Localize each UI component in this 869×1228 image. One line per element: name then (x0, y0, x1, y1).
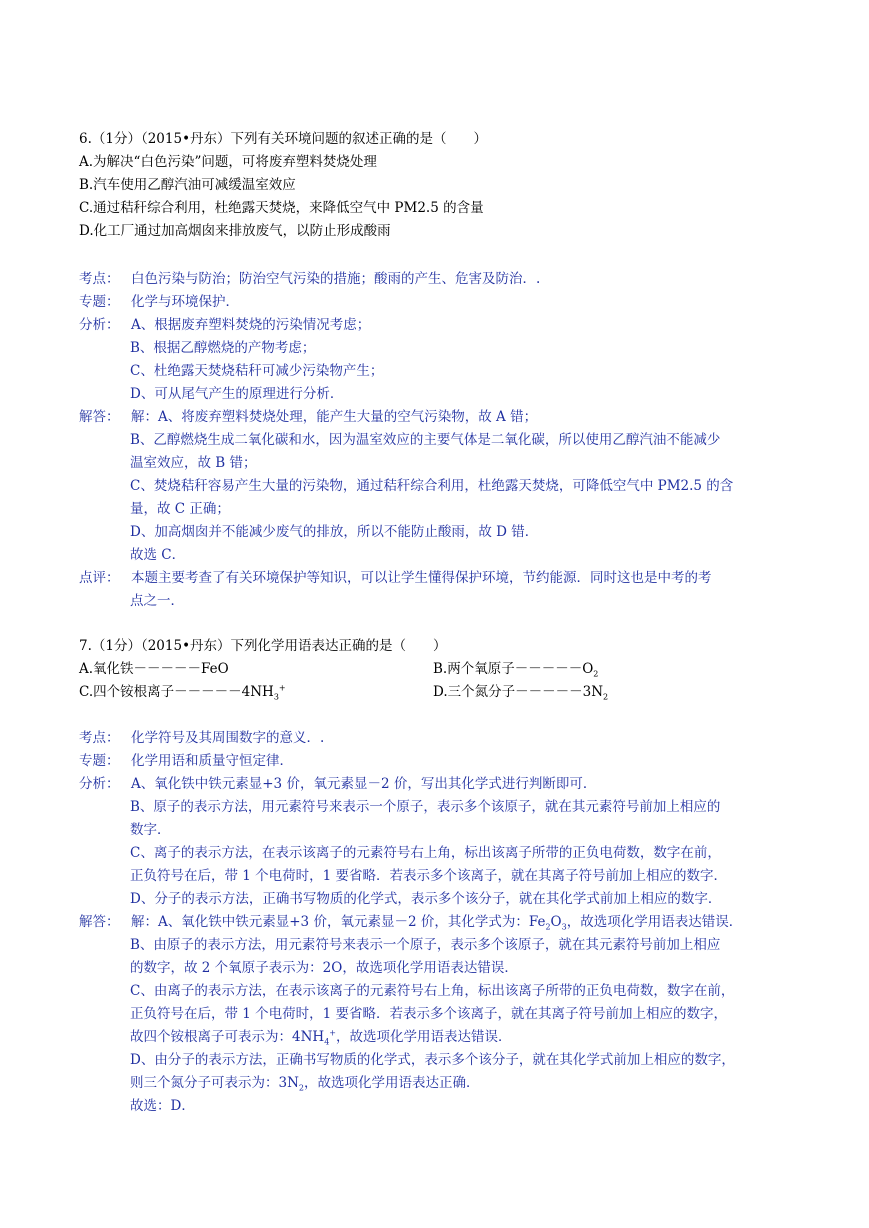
q6-jieda-line: C、焚烧秸秆容易产生大量的污染物，通过秸秆综合利用，杜绝露天焚烧，可降低空气中 PM2.5 的含 (130, 478, 734, 494)
q6-jieda-line: D、加高烟囱并不能减少废气的排放，所以不能防止酸雨，故 D 错． (130, 524, 539, 540)
q6-fenxi-line: B、根据乙醇燃烧的产物考虑； (130, 340, 316, 356)
q7-fenxi-line: D、分子的表示方法，正确书写物质的化学式，表示多个该分子，就在其化学式前加上相应的数字． (130, 891, 722, 907)
q7-options-row-2 (79, 683, 839, 701)
q7-stem: 7.（1分）（2015•丹东）下列化学用语表达正确的是（ ） (79, 638, 447, 654)
q6-jieda-line: 温室效应，故 B 错； (130, 455, 257, 471)
q7-jieda: 解答： 解：A、氧化铁中铁元素显+3 价，氧元素显－2 价，其化学式为：$Fe_2O_3$，故选项化学用语表达错误． (79, 914, 743, 932)
q6-option-a: A.为解决“白色污染”问题，可将废弃塑料焚烧处理 (79, 154, 377, 170)
q7-option-d: D.三个氮分子$-----3N_2$ (433, 684, 609, 702)
q7-fenxi: 分析： A、氧化铁中铁元素显+3 价，氧元素显－2 价，写出其化学式进行判断即可． (79, 776, 597, 792)
q7-options-row-1 (79, 660, 839, 678)
q7-jieda-line: 则三个氮分子可表示为：$3N_2$，故选项化学用语表达正确． (130, 1075, 480, 1093)
q6-jieda: 解答： 解：A、将废弃塑料焚烧处理，能产生大量的空气污染物，故 A 错； (79, 409, 538, 425)
q6-dianping-line: 点之一． (130, 593, 184, 609)
q6-jieda-line: 量，故 C 正确； (130, 501, 230, 517)
q7-kaodian: 考点： 化学符号及其周围数字的意义．. (79, 730, 325, 746)
q6-fenxi-line: C、杜绝露天焚烧秸秆可减少污染物产生； (130, 363, 384, 379)
q6-jieda-line: 故选 C． (130, 547, 186, 563)
q6-option-b: B.汽车使用乙醇汽油可减缓温室效应 (79, 177, 296, 193)
q7-option-a: A.氧化铁－－－－－FeO (79, 661, 229, 677)
q6-fenxi-line: D、可从尾气产生的原理进行分析． (130, 386, 344, 402)
q6-option-c: C.通过秸秆综合利用，杜绝露天焚烧，来降低空气中 PM2.5 的含量 (79, 200, 484, 216)
q6-option-d: D.化工厂通过加高烟囱来排放废气，以防止形成酸雨 (79, 223, 391, 239)
q7-fenxi-line: 数字． (130, 822, 171, 838)
q6-jieda-line: B、乙醇燃烧生成二氧化碳和水，因为温室效应的主要气体是二氧化碳，所以使用乙醇汽油不能减少 (130, 432, 721, 448)
q7-jieda-line: 故选：D． (130, 1098, 195, 1114)
q7-jieda-line: D、由分子的表示方法，正确书写物质的化学式，表示多个该分子，就在其化学式前加上相应的数字， (130, 1052, 735, 1068)
q6-dianping: 点评： 本题主要考查了有关环境保护等知识，可以让学生懂得保护环境，节约能源．同时这也是中考的考 (79, 570, 712, 586)
q7-jieda-line: 正负符号在后，带 1 个电荷时，1 要省略．若表示多个该离子，就在其离子符号前加上相应的数字， (130, 1006, 728, 1022)
q6-stem: 6.（1分）（2015•丹东）下列有关环境问题的叙述正确的是（ ） (79, 131, 488, 147)
q6-fenxi: 分析： A、根据废弃塑料焚烧的污染情况考虑； (79, 317, 371, 333)
q7-fenxi-line: 正负符号在后，带 1 个电荷时，1 要省略．若表示多个该离子，就在其离子符号前加上相应的数字． (130, 868, 728, 884)
q7-fenxi-line: B、原子的表示方法，用元素符号来表示一个原子，表示多个该原子，就在其元素符号前加上相应的 (130, 799, 721, 815)
q7-jieda-line: 的数字，故 2 个氧原子表示为：2O，故选项化学用语表达错误． (130, 960, 518, 976)
q7-jieda-line: B、由原子的表示方法，用元素符号来表示一个原子，表示多个该原子，就在其元素符号前加上相应 (130, 937, 721, 953)
q6-zhuanti: 专题： 化学与环境保护． (79, 294, 239, 310)
q7-zhuanti: 专题： 化学用语和质量守恒定律． (79, 753, 293, 769)
q7-jieda-line: C、由离子的表示方法，在表示该离子的元素符号右上角，标出该离子所带的正负电荷数，数字在前， (130, 983, 735, 999)
q7-fenxi-line: C、离子的表示方法，在表示该离子的元素符号右上角，标出该离子所带的正负电荷数，数字在前， (130, 845, 721, 861)
q7-option-c: C.四个铵根离子$-----4NH_3^+$ (79, 683, 286, 702)
q7-option-b: B.两个氧原子$-----O_2$ (433, 661, 599, 679)
q7-jieda-line: 故四个铵根离子可表示为：$4NH_4^+$，故选项化学用语表达错误． (130, 1028, 512, 1047)
q6-kaodian: 考点： 白色污染与防治；防治空气污染的措施；酸雨的产生、危害及防治．. (79, 271, 541, 287)
